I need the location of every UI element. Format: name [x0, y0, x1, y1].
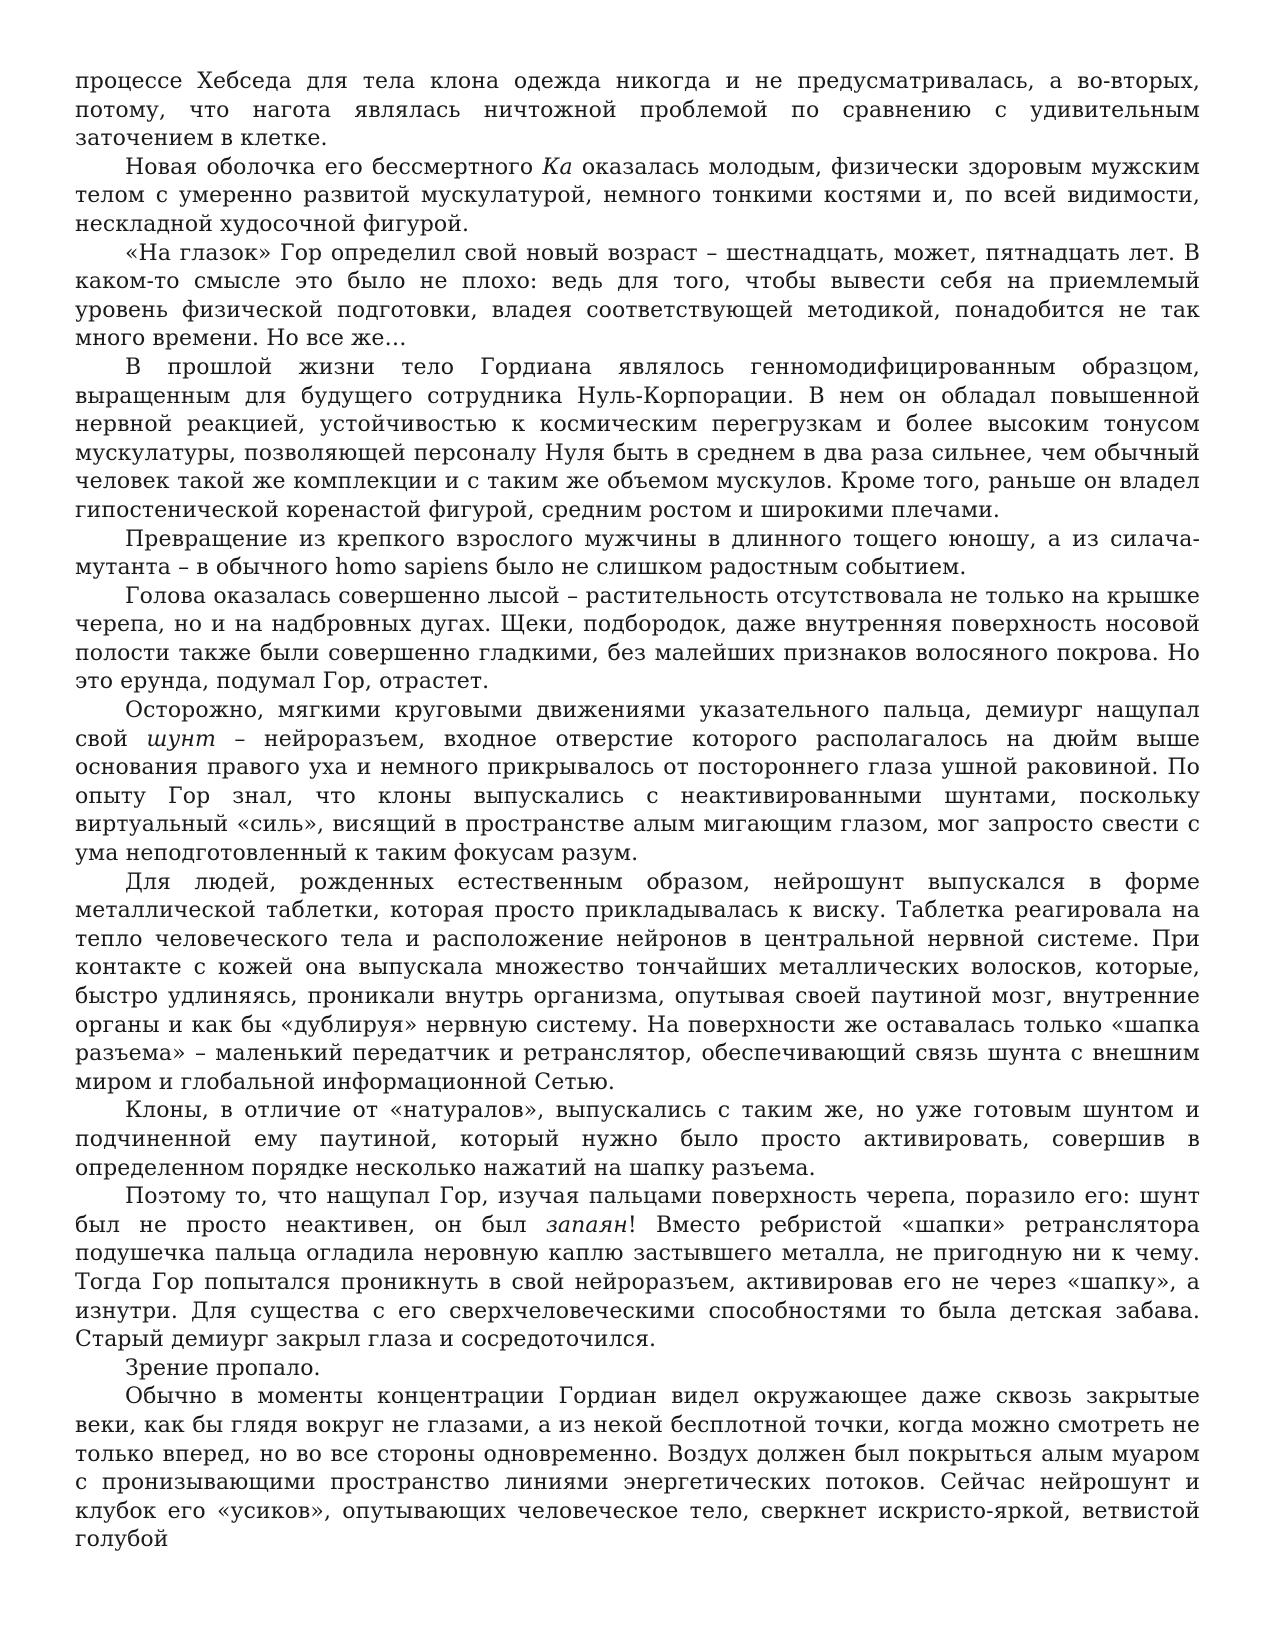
- paragraph-text: ! Вместо ребристой «шапки» ретранслятора подушечка пальца огладила неровную каплю застывшего металла, не пригодную ни к чему. Тогда Гор попытался проникнуть в свой нейроразъем, активировав его не через «шапку», а изнутри. Для существа с его сверхчеловеческими способностями то была детская забава. Старый демиург закрыл глаза и сосредоточился.: [75, 1212, 1200, 1353]
- paragraph-6: [75, 583, 1200, 697]
- paragraph-8: [75, 869, 1200, 1098]
- paragraph-text: оказалась молодым, физически здоровым мужским телом с умеренно развитой мускулатурой, немного тонкими костями и, по всей видимости, нескладной худосочной фигурой.: [75, 154, 1200, 237]
- paragraph-11: [75, 1355, 1200, 1384]
- italic-term-shunt: шунт: [146, 726, 216, 752]
- paragraph-text: Для людей, рожденных естественным образом, нейрошунт выпускался в форме металлической таблетки, которая просто прикладывалась к виску. Таблетка реагировала на тепло человеческого тела и расположение нейронов в центральной нервной системе. При контакте с кожей она выпускала множество тончайших металлических волосков, которые, быстро удлиняясь, проникали внутрь организма, опутывая своей паутиной мозг, внутренние органы и как бы «дублируя» нервную систему. На поверхности же оставалась только «шапка разъема» – маленький передатчик и ретранслятор, обеспечивающий связь шунта с внешним миром и глобальной информационной Сетью.: [75, 869, 1200, 1095]
- paragraph-5: [75, 526, 1200, 583]
- document-page: [75, 68, 1200, 1555]
- paragraph-1: [75, 68, 1200, 154]
- paragraph-text: – нейроразъем, входное отверстие которого располагалось на дюйм выше основания правого уха и немного прикрывалось от постороннего глаза ушной раковиной. По опыту Гор знал, что клоны выпускались с неактивированными шунтами, поскольку виртуальный «силь», висящий в пространстве алым мигающим глазом, мог запросто свести с ума неподготовленный к таким фокусам разум.: [75, 726, 1200, 867]
- paragraph-3: [75, 240, 1200, 354]
- paragraph-12: [75, 1383, 1200, 1555]
- paragraph-text: Поэтому то, что нащупал Гор, изучая пальцами поверхность черепа, поразило его: шунт был не просто неактивен, он был: [75, 1184, 1200, 1238]
- paragraph-text: Осторожно, мягкими круговыми движениями указательного пальца, демиург нащупал свой: [75, 698, 1200, 752]
- paragraph-4: [75, 354, 1200, 526]
- paragraph-text: Новая оболочка его бессмертного: [125, 154, 543, 180]
- paragraph-9: [75, 1097, 1200, 1183]
- paragraph-text: Клоны, в отличие от «натуралов», выпускались с таким же, но уже готовым шунтом и подчиненной ему паутиной, который нужно было просто активировать, совершив в определенном порядке несколько нажатий на шапку разъема.: [75, 1098, 1200, 1181]
- paragraph-2: [75, 154, 1200, 240]
- paragraph-text: «На глазок» Гор определил свой новый возраст – шестнадцать, может, пятнадцать лет. В каком-то смысле это было не плохо: ведь для того, чтобы вывести себя на приемлемый уровень физической подготовки, владея соответствующей методикой, понадобится не так много времени. Но все же…: [75, 240, 1200, 352]
- paragraph-text: Зрение пропало.: [125, 1355, 321, 1381]
- paragraph-text: В прошлой жизни тело Гордиана являлось генномодифицированным образцом, выращенным для будущего сотрудника Нуль-Корпорации. В нем он обладал повышенной нервной реакцией, устойчивостью к космическим перегрузкам и более высоким тонусом мускулатуры, позволяющей персоналу Нуля быть в среднем в два раза сильнее, чем обычный человек такой же комплекции и с таким же объемом мускулов. Кроме того, раньше он владел гипостенической коренастой фигурой, средним ростом и широкими плечами.: [75, 354, 1200, 523]
- italic-term-zapayan: запаян: [545, 1212, 628, 1238]
- paragraph-text: Превращение из крепкого взрослого мужчины в длинного тощего юношу, а из силача-мутанта – в обычного homo sapiens было не слишком радостным событием.: [75, 526, 1200, 581]
- paragraph-10: [75, 1183, 1200, 1355]
- italic-term-ka: Ка: [542, 154, 573, 180]
- paragraph-text: Обычно в моменты концентрации Гордиан видел окружающее даже сквозь закрытые веки, как бы глядя вокруг не глазами, а из некой бесплотной точки, когда можно смотреть не только вперед, но во все стороны одновременно. Воздух должен был покрыться алым муаром с пронизывающими пространство линиями энергетических потоков. Сейчас нейрошунт и клубок его «усиков», опутывающих человеческое тело, сверкнет искристо-яркой, ветвистой голубой: [75, 1384, 1200, 1553]
- paragraph-7: [75, 697, 1200, 869]
- paragraph-text: Голова оказалась совершенно лысой – растительность отсутствовала не только на крышке черепа, но и на надбровных дугах. Щеки, подбородок, даже внутренняя поверхность носовой полости также были совершенно гладкими, без малейших признаков волосяного покрова. Но это ерунда, подумал Гор, отрастет.: [75, 583, 1200, 695]
- paragraph-text: процессе Хебседа для тела клона одежда никогда и не предусматривалась, а во-вторых, потому, что нагота являлась ничтожной проблемой по сравнению с удивительным заточением в клетке.: [75, 69, 1200, 152]
